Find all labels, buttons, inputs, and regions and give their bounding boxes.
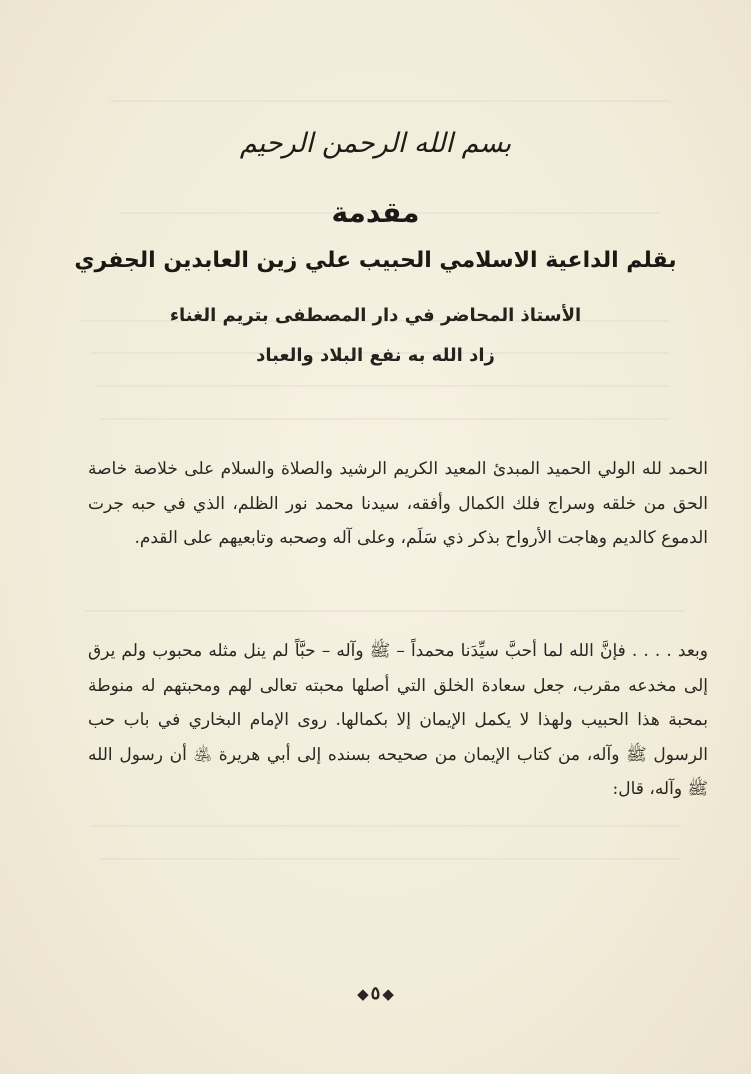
basmala: بسم الله الرحمن الرحيم <box>239 128 512 159</box>
page-number-value: ٥ <box>370 983 381 1004</box>
ornament-right-icon: ◆ <box>357 985 369 1003</box>
paragraph-praise: الحمد لله الولي الحميد المبدئ المعيد الكريم الرشيد والصلاة والسلام على خلاصة خاصة الحق من خلقه وسراج فلك الكمال وأفقه، سيدنا محمد نور الظلم، الذي في حبه جرت الدموع كالديم وهاجت الأرواح بذكر ذي سَلَم، وعلى آله وصحبه وتابعيهم على القدم. <box>88 459 708 548</box>
paragraph-body: وبعد . . . . فإنَّ الله لما أحبَّ سيِّدَنا محمداً – ﷺ وآله – حبَّاً لم ينل مثله محبوب ولم يرق إلى مخدعه مقرب، جعل سعادة الخلق التي أصلها محبته تعالى لهم ومحبتهم له منوطة بمحبة هذا الحبيب ولهذا لا يكمل الإيمان إلا بكمالها. روى الإمام البخاري في باب حب الرسول ﷺ وآله، من كتاب الإيمان من صحيحه بسنده إلى أبي هريرة ﵁ أن رسول الله ﷺ وآله، قال: <box>88 641 708 799</box>
author-role: الأستاذ المحاضر في دار المصطفى بتريم الغناء <box>169 305 582 326</box>
author-prayer: زاد الله به نفع البلاد والعباد <box>256 345 495 366</box>
page-title: مقدمة <box>331 196 420 229</box>
page-number <box>0 983 751 1004</box>
author-line: بقلم الداعية الاسلامي الحبيب علي زين العابدين الجفري <box>74 248 677 273</box>
ornament-left-icon: ◆ <box>382 985 394 1003</box>
